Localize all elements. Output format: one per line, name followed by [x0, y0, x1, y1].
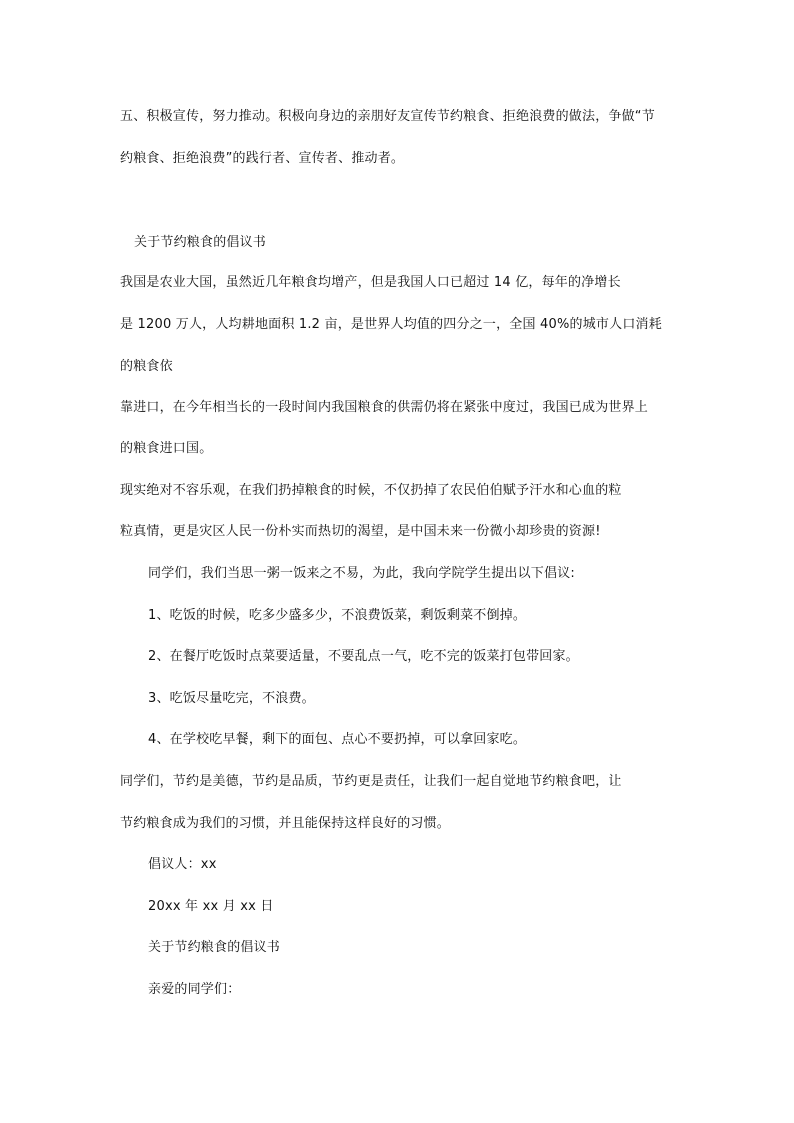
paragraph-line: 是 1200 万人，人均耕地面积 1.2 亩，是世界人均值的四分之一，全国 40%的城市人口消耗	[120, 317, 662, 332]
list-item: 4、在学校吃早餐，剩下的面包、点心不要扔掉，可以拿回家吃。	[148, 732, 527, 747]
paragraph-line: 的粮食依	[120, 359, 173, 374]
paragraph-line: 的粮食进口国。	[120, 441, 213, 456]
salutation: 亲爱的同学们：	[148, 982, 241, 997]
paragraph-line: 粒真情，更是灾区人民一份朴实而热切的渴望，是中国未来一份微小却珍贵的资源!	[120, 524, 601, 539]
paragraph-line: 同学们，我们当思一粥一饭来之不易，为此，我向学院学生提出以下倡议:	[148, 566, 575, 581]
list-item: 3、吃饭尽量吃完，不浪费。	[148, 691, 315, 706]
signatory: 倡议人：xx	[148, 857, 217, 872]
list-item: 2、在餐厅吃饭时点菜要适量，不要乱点一气，吃不完的饭菜打包带回家。	[148, 649, 579, 664]
paragraph-line: 节约粮食成为我们的习惯，并且能保持这样良好的习惯。	[120, 816, 451, 831]
list-item: 1、吃饭的时候，吃多少盛多少，不浪费饭菜，剩饭剩菜不倒掉。	[148, 608, 527, 623]
paragraph-line: 五、积极宣传，努力推动。积极向身边的亲朋好友宣传节约粮食、拒绝浪费的做法，争做“节	[120, 109, 655, 124]
section-title: 关于节约粮食的倡议书	[148, 940, 281, 955]
paragraph-line: 靠进口，在今年相当长的一段时间内我国粮食的供需仍将在紧张中度过，我国已成为世界上	[120, 400, 649, 415]
paragraph-line: 我国是农业大国，虽然近几年粮食均增产，但是我国人口已超过 14 亿，每年的净增长	[120, 275, 621, 290]
section-title: 关于节约粮食的倡议书	[134, 235, 267, 250]
paragraph-line: 现实绝对不容乐观，在我们扔掉粮食的时候，不仅扔掉了农民伯伯赋予汗水和心血的粒	[120, 483, 622, 498]
paragraph-line: 同学们，节约是美德，节约是品质，节约更是责任，让我们一起自觉地节约粮食吧，让	[120, 774, 622, 789]
date-line: 20xx 年 xx 月 xx 日	[148, 899, 274, 914]
paragraph-line: 约粮食、拒绝浪费”的践行者、宣传者、推动者。	[120, 151, 405, 166]
